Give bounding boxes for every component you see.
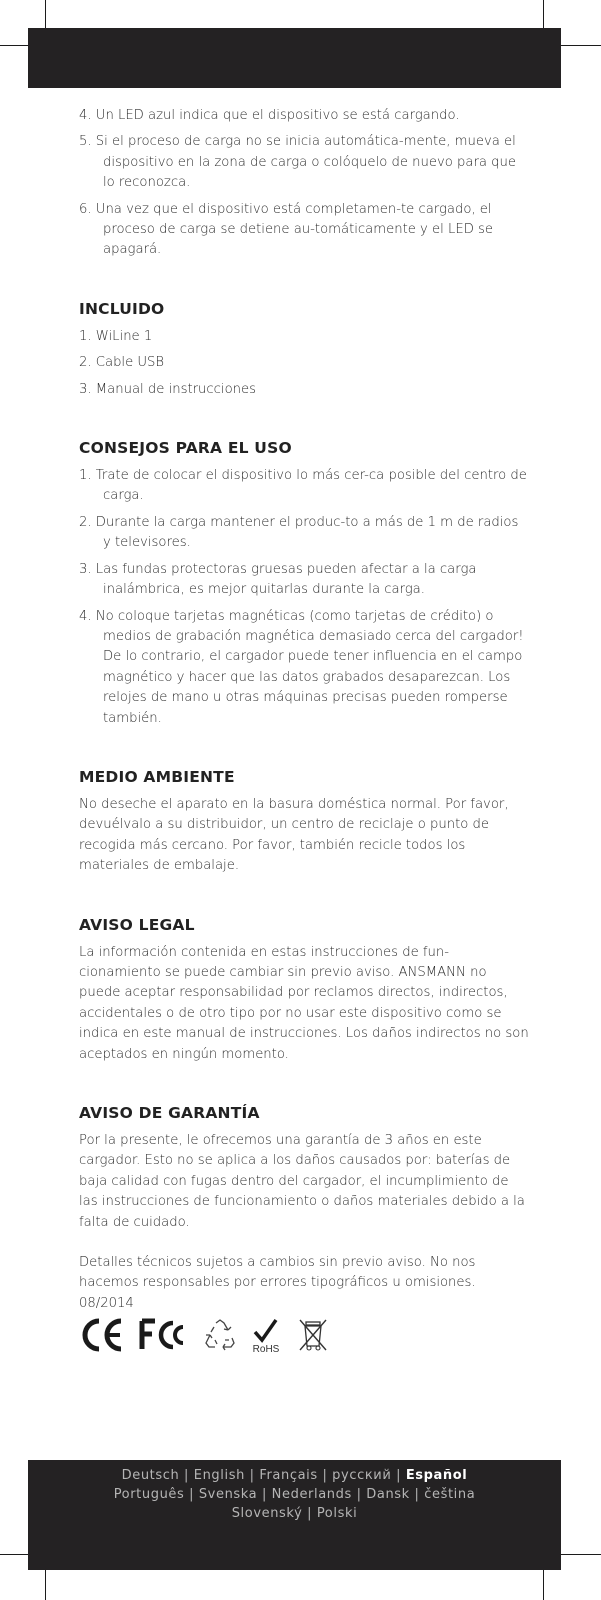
tech-note: Detalles técnicos sujetos a cambios sin previo aviso. No nos hacemos responsables por errores tipográficos u omisiones. — [79, 1255, 476, 1291]
crop-mark — [555, 45, 601, 46]
active-language: Español — [405, 1468, 468, 1483]
environment-section — [79, 767, 529, 877]
rohs-check-icon — [249, 1318, 283, 1354]
list-item: 6. Una vez que el dispositivo está completamen-te cargado, el proceso de carga se detiene au-tomáticamente y el LED se apagará. — [79, 201, 494, 258]
list-item: 1. WiLine 1 — [79, 328, 153, 344]
section-text: No deseche el aparato en la basura doméstica normal. Por favor, devuélvalo a su distribuidor, un centro de reciclaje o punto de recogida más cercano. Por favor, también recicle todos los materiales de embalaje. — [79, 796, 509, 874]
language-line: Slovenský | Polski — [231, 1506, 358, 1521]
list-item: 1. Trate de colocar el dispositivo lo más cer-ca posible del centro de carga. — [79, 468, 527, 504]
section-text: Por la presente, le ofrecemos una garantía de 3 años en este cargador. Esto no se aplica a los daños causados por: baterías de baja calidad con fugas dentro del cargador, el incumplimiento de las instrucciones de funcionamiento o daños materiales debido a la falta de cuidado. — [79, 1133, 525, 1230]
ce-mark-icon — [79, 1318, 125, 1352]
section-heading: CONSEJOS PARA EL USO — [79, 439, 292, 458]
language-footer — [28, 1460, 561, 1570]
tips-list — [79, 466, 529, 729]
section-heading: AVISO LEGAL — [79, 915, 195, 934]
language-line: Português | Svenska | Nederlands | Dansk | čeština — [113, 1487, 476, 1502]
print-date: 08/2014 — [79, 1295, 134, 1311]
list-item: 2. Cable USB — [79, 355, 165, 371]
list-item: 2. Durante la carga mantener el produc-to a más de 1 m de radios y televisores. — [79, 514, 519, 551]
manual-content — [79, 106, 529, 1314]
section-text: La información contenida en estas instrucciones de fun-cionamiento se puede cambiar sin previo aviso. ANSMANN no puede aceptar responsabilidad por reclamos directos, indirectos, accidentales o de otro tipo por no usar este dispositivo como se indica en este manual de instrucciones. Los daños indirectos no son aceptados en ningún momento. — [79, 944, 529, 1062]
crop-mark — [555, 1554, 601, 1555]
list-item: 4. Un LED azul indica que el dispositivo se está cargando. — [79, 108, 460, 123]
header-band — [28, 28, 561, 88]
tips-section — [79, 438, 529, 729]
rohs-label: RoHS — [252, 1344, 280, 1354]
weee-bin-icon — [297, 1318, 329, 1352]
list-item: 3. Las fundas protectoras gruesas pueden afectar a la carga inalámbrica, es mejor quitarlas durante la carga. — [79, 561, 477, 598]
certification-logos — [79, 1318, 379, 1358]
section-heading: MEDIO AMBIENTE — [79, 767, 235, 786]
list-item: 3. Manual de instrucciones — [79, 381, 256, 397]
section-heading: AVISO DE GARANTÍA — [79, 1104, 260, 1122]
list-item: 4. No coloque tarjetas magnéticas (como tarjetas de crédito) o medios de grabación magnética demasiado cerca del cargador! De lo contrario, el cargador puede tener influencia en el campo magnético y hacer que las datos grabados desaparezcan. Los relojes de mano u otras máquinas precisas pueden romperse también. — [79, 608, 524, 726]
recycle-icon — [203, 1318, 237, 1352]
charging-steps — [79, 106, 529, 261]
fcc-mark-icon — [139, 1318, 187, 1352]
warranty-section — [79, 1103, 529, 1314]
legal-section — [79, 915, 529, 1065]
included-section — [79, 299, 529, 400]
language-line: Deutsch | English | Français | русский | Español — [121, 1468, 468, 1483]
included-list — [79, 327, 529, 400]
list-item: 5. Si el proceso de carga no se inicia automática-mente, mueva el dispositivo en la zona de carga o colóquelo de nuevo para que lo reconozca. — [79, 134, 517, 191]
section-heading: INCLUIDO — [79, 299, 165, 318]
